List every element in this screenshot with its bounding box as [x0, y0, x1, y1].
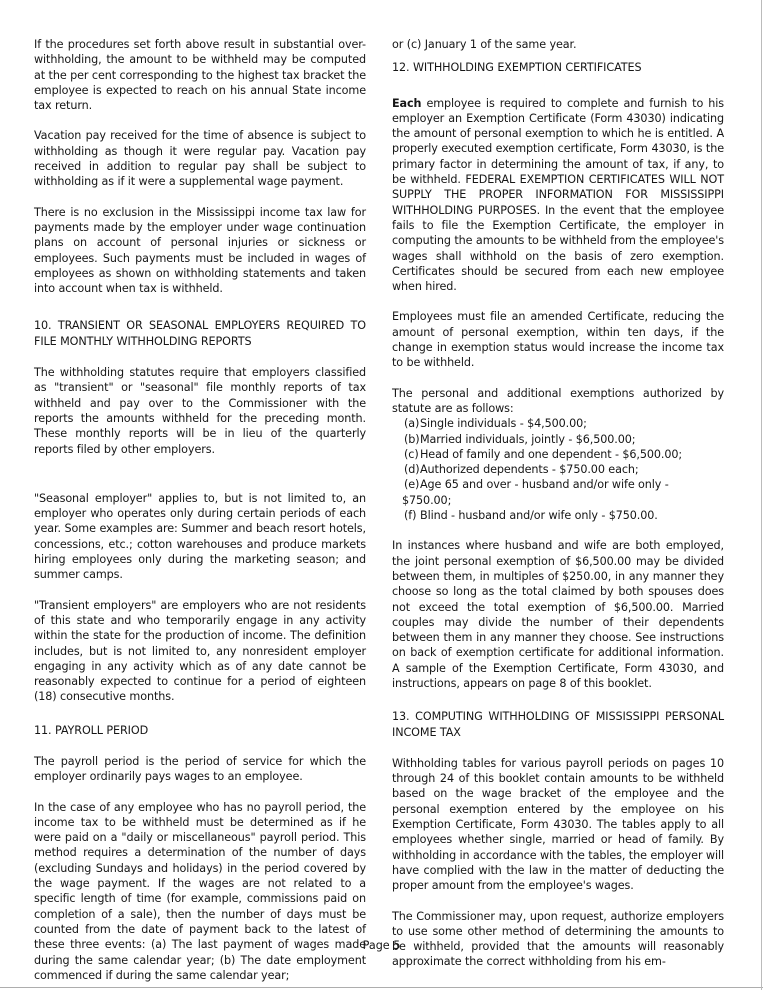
paragraph-joint-exemption: In instances where husband and wife are both employed, the joint personal exemption of $6,500.00 may be divided between them, in multiples of $250.00, in any manner they choose so long as the total claimed by both spouses does not exceed the total exemption of $6,500.00. Married couples may divide the number of their dependents between them in any manner they choose. See instructions on back of exemption certificate for additional information. A sample of the Exemption Certificate, Form 43030, and instructions, appears on page 8 of this booklet. [392, 539, 724, 690]
list-item: (c) Head of family and one dependent - $6,500.00; [404, 447, 683, 461]
right-edge-line [761, 0, 762, 990]
paragraph-exemptions-intro: The personal and additional exemptions authorized by statute are as follows: [392, 386, 724, 415]
list-item-continuation: $750.00; [402, 493, 452, 507]
list-item: (d) Authorized dependents - $750.00 each; [404, 463, 639, 477]
paragraph-withholding-tables: Withholding tables for various payroll periods on pages 10 through 24 of this booklet contain amounts to be withheld based on the wage bracket of the employee and the personal exemption entered by the employee on his Exemption Certificate, Form 43030. The tables apply to all employees whether single, married or head of family. By withholding in accordance with the tables, the employer will have complied with the law in the matter of deducting the proper amount from the employee's wages. [392, 756, 724, 893]
paragraph-exemption-certificate [392, 96, 724, 295]
section-heading-11: 11. PAYROLL PERIOD [34, 723, 149, 737]
left-column [34, 37, 366, 998]
paragraph-exemption-certificate-text: employee is required to complete and furnish to his employer an Exemption Certificate (Form 43030) indicating the amount of personal exemption to which he is entitled. A properly executed exemption certificate, Form 43030, is the primary factor in determining the amount of tax, if any, to be withheld. FEDERAL EXEMPTION CERTIFICATES WILL NOT SUPPLY THE PROPER INFORMATION FOR MISSISSIPPI WITHHOLDING PURPOSES. In the event that the employee fails to file the Exemption Certificate, the employer in computing the amounts to be withheld from the employee's wages shall withhold on the basis of zero exemption. Certificates should be secured from each new employee when hired. [392, 96, 724, 294]
right-column [392, 37, 724, 985]
list-item: (f) Blind - husband and/or wife only - $750.00. [404, 509, 658, 523]
paragraph-commissioner-method: The Commissioner may, upon request, authorize employers to use some other method of determining the amounts to be withheld, provided that the amounts will reasonably approximate the correct withholding from his em- [392, 909, 724, 969]
section-heading-12: 12. WITHHOLDING EXEMPTION CERTIFICATES [392, 61, 642, 75]
list-item: (a) Single individuals - $4,500.00; [404, 417, 587, 431]
page-number: Page 5 [362, 939, 401, 952]
bottom-divider [0, 987, 763, 988]
list-item: (b) Married individuals, jointly - $6,500.00; [404, 432, 636, 446]
exemption-list [392, 416, 724, 523]
paragraph-overwithholding: If the procedures set forth above result in substantial over-withholding, the amount to be withheld may be computed at the per cent corresponding to the highest tax bracket the employee is expected to reach on his annual State income tax return. [34, 38, 366, 113]
section-heading-13: 13. COMPUTING WITHHOLDING OF MISSISSIPPI PERSONAL INCOME TAX [392, 710, 724, 739]
paragraph-amended-certificate: Employees must file an amended Certificate, reducing the amount of personal exemption, within ten days, if the change in exemption status would increase the income tax to be withheld. [392, 310, 724, 370]
section-heading-10: 10. TRANSIENT OR SEASONAL EMPLOYERS REQUIRED TO FILE MONTHLY WITHHOLDING REPORTS [34, 319, 366, 348]
paragraph-payroll-period: The payroll period is the period of service for which the employer ordinarily pays wages to an employee. [34, 754, 366, 784]
paragraph-january: or (c) January 1 of the same year. [392, 38, 577, 51]
paragraph-transient-employers: "Transient employers" are employers who are not residents of this state and who temporarily engage in any activity within the state for the production of income. The definition includes, but is not limited to, any nonresident employer engaging in any activity which as of any date cannot be reasonably expected to continue for a period of eighteen (18) consecutive months. [34, 598, 366, 704]
paragraph-seasonal-employer: "Seasonal employer" applies to, but is not limited to, an employer who operates only during certain periods of each year. Some examples are: Summer and beach resort hotels, concessions, etc.; cotton warehouses and produce markets hiring employees only during the marketing season; and summer camps. [34, 491, 366, 582]
list-item: (e) Age 65 and over - husband and/or wife only - [404, 478, 669, 492]
paragraph-vacation-pay: Vacation pay received for the time of absence is subject to withholding as though it were regular pay. Vacation pay received in addition to regular pay shall be subject to withholding as if it were a supplemental wage payment. [34, 129, 366, 189]
paragraph-no-payroll-period: In the case of any employee who has no payroll period, the income tax to be withheld must be determined as if he were paid on a "daily or miscellaneous" payroll period. This method requires a determination of the number of days (excluding Sundays and holidays) in the period covered by the wage payment. If the wages are not related to a specific length of time (for example, commissions paid on completion of a sale), then the number of days must be counted from the date of payment back to the latest of these three events: (a) The last payment of wages made during the same calendar year; (b) The date employment commenced if during the same calendar year; [34, 800, 366, 982]
paragraph-monthly-reports: The withholding statutes require that employers classified as "transient" or "seasonal" file monthly reports of tax withheld and pay over to the Commissioner with the reports the amounts withheld for the preceding month. These monthly reports will be in lieu of the quarterly reports filed by other employers. [34, 366, 366, 456]
lead-word: Each [392, 96, 422, 110]
paragraph-wage-continuation: There is no exclusion in the Mississippi income tax law for payments made by the employer under wage continuation plans on account of personal injuries or sickness or employees. Such payments must be included in wages of employees as shown on withholding statements and taken into account when tax is withheld. [34, 205, 366, 296]
